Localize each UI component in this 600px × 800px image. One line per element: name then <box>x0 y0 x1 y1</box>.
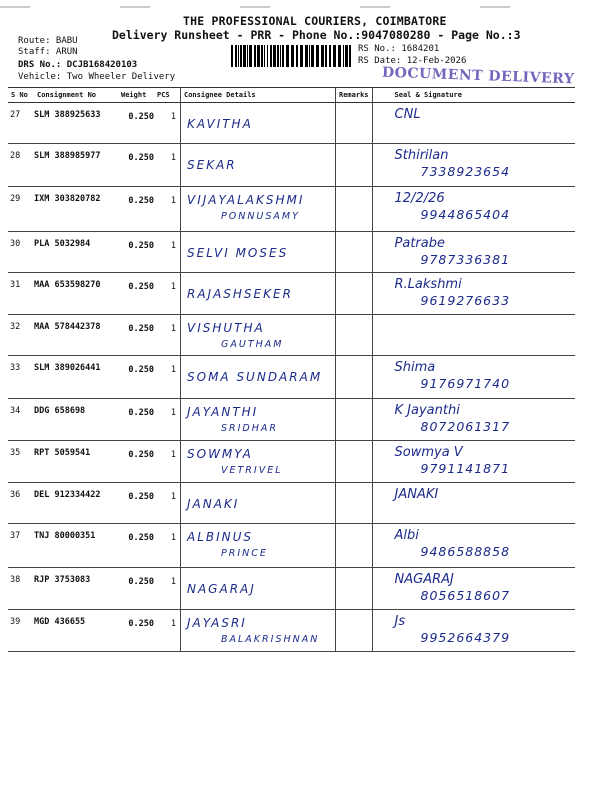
cell-remarks <box>336 610 373 652</box>
cell-pcs: 1 <box>154 483 181 524</box>
receiver-signature: Albi <box>394 528 419 543</box>
cell-pcs: 1 <box>154 232 181 273</box>
vehicle-label: Vehicle: Two Wheeler Delivery <box>18 72 176 82</box>
consignee-name: NAGARAJ <box>187 582 256 596</box>
cell-signature <box>372 524 575 568</box>
cell-sno: 33 <box>8 356 34 399</box>
receiver-signature: Patrabe <box>394 236 445 251</box>
cell-consignment: SLM 388925633 <box>34 103 118 144</box>
cell-pcs: 1 <box>154 103 181 144</box>
cell-pcs: 1 <box>154 187 181 232</box>
staff-label: Staff: ARUN <box>18 47 78 57</box>
cell-signature <box>372 356 575 399</box>
cell-sno: 37 <box>8 524 34 568</box>
cell-sno: 28 <box>8 144 34 187</box>
cell-sno: 30 <box>8 232 34 273</box>
receiver-phone: 8072061317 <box>420 419 511 434</box>
consignee-name: SOMA SUNDARAM <box>187 370 323 384</box>
col-pcs: PCS <box>154 88 181 103</box>
cell-signature <box>372 315 575 356</box>
consignee-name: JAYANTHI <box>187 405 259 419</box>
table-row <box>8 568 575 610</box>
consignee-name-line2: SRIDHAR <box>221 423 278 434</box>
cell-consignment: RPT 5059541 <box>34 441 118 483</box>
cell-signature <box>372 187 575 232</box>
cell-sno: 34 <box>8 399 34 441</box>
cell-weight: 0.250 <box>118 441 154 483</box>
rs-date: RS Date: 12-Feb-2026 <box>358 56 467 66</box>
cell-remarks <box>336 273 373 315</box>
cell-consignee <box>181 232 336 273</box>
table-header-row <box>8 88 575 103</box>
receiver-signature: CNL <box>394 107 421 122</box>
cell-sno: 35 <box>8 441 34 483</box>
table-row <box>8 187 575 232</box>
receiver-signature: Shima <box>394 360 436 375</box>
cell-pcs: 1 <box>154 441 181 483</box>
top-rule <box>0 6 600 8</box>
consignee-name: SELVI MOSES <box>187 246 289 260</box>
receiver-phone: 9486588858 <box>420 544 511 559</box>
cell-signature <box>372 483 575 524</box>
cell-weight: 0.250 <box>118 524 154 568</box>
cell-consignment: IXM 303820782 <box>34 187 118 232</box>
consignee-name-line2: PRINCE <box>221 548 268 559</box>
cell-pcs: 1 <box>154 273 181 315</box>
cell-weight: 0.250 <box>118 610 154 652</box>
cell-sno: 39 <box>8 610 34 652</box>
cell-weight: 0.250 <box>118 356 154 399</box>
cell-consignment: SLM 389026441 <box>34 356 118 399</box>
cell-sno: 29 <box>8 187 34 232</box>
receiver-phone: 8056518607 <box>420 588 511 603</box>
cell-weight: 0.250 <box>118 232 154 273</box>
receiver-phone: 7338923654 <box>420 164 511 179</box>
consignee-name-line2: VETRIVEL <box>221 465 283 476</box>
cell-consignee <box>181 103 336 144</box>
cell-pcs: 1 <box>154 568 181 610</box>
col-consignment: Consignment No <box>34 88 118 103</box>
cell-remarks <box>336 483 373 524</box>
consignee-name: RAJASHSEKER <box>187 287 293 301</box>
cell-consignment: TNJ 80000351 <box>34 524 118 568</box>
cell-signature <box>372 610 575 652</box>
cell-remarks <box>336 144 373 187</box>
col-signature: Seal & Signature <box>372 88 575 103</box>
cell-pcs: 1 <box>154 144 181 187</box>
cell-weight: 0.250 <box>118 144 154 187</box>
cell-consignment: RJP 3753083 <box>34 568 118 610</box>
cell-consignment: MGD 436655 <box>34 610 118 652</box>
cell-weight: 0.250 <box>118 568 154 610</box>
cell-consignee <box>181 524 336 568</box>
cell-consignee <box>181 441 336 483</box>
consignee-name: ALBINUS <box>187 530 254 544</box>
table-row <box>8 441 575 483</box>
cell-sno: 27 <box>8 103 34 144</box>
receiver-signature: JANAKI <box>394 487 439 502</box>
cell-signature <box>372 232 575 273</box>
table-row <box>8 315 575 356</box>
receiver-signature: Sowmya V <box>394 445 463 460</box>
table-row <box>8 103 575 144</box>
cell-signature <box>372 273 575 315</box>
receiver-signature: K Jayanthi <box>394 403 460 418</box>
document-delivery-stamp: DOCUMENT DELIVERY <box>381 64 575 88</box>
cell-sno: 36 <box>8 483 34 524</box>
col-sno: S No <box>8 88 34 103</box>
consignee-name-line2: BALAKRISHNAN <box>221 634 320 645</box>
cell-consignee <box>181 315 336 356</box>
cell-consignment: DDG 658698 <box>34 399 118 441</box>
consignee-name: JANAKI <box>187 497 240 511</box>
cell-signature <box>372 103 575 144</box>
table-row <box>8 273 575 315</box>
receiver-phone: 9176971740 <box>420 376 511 391</box>
col-weight: Weight <box>118 88 154 103</box>
cell-consignment: MAA 578442378 <box>34 315 118 356</box>
cell-consignee <box>181 610 336 652</box>
cell-consignee <box>181 144 336 187</box>
table-row <box>8 232 575 273</box>
consignee-name: KAVITHA <box>187 117 253 131</box>
cell-consignment: SLM 388985977 <box>34 144 118 187</box>
consignee-name: VISHUTHA <box>187 321 265 335</box>
receiver-phone: 9619276633 <box>420 293 511 308</box>
cell-pcs: 1 <box>154 399 181 441</box>
consignee-name: JAYASRI <box>187 616 247 630</box>
col-remarks: Remarks <box>336 88 373 103</box>
cell-sno: 32 <box>8 315 34 356</box>
table-row <box>8 524 575 568</box>
rs-number: RS No.: 1684201 <box>358 44 440 54</box>
cell-remarks <box>336 232 373 273</box>
cell-remarks <box>336 399 373 441</box>
cell-pcs: 1 <box>154 610 181 652</box>
receiver-signature: R.Lakshmi <box>394 277 462 292</box>
consignee-name-line2: PONNUSAMY <box>221 211 300 222</box>
receiver-signature: Sthirilan <box>394 148 449 163</box>
receiver-phone: 9791141871 <box>420 461 511 476</box>
col-consignee: Consignee Details <box>181 88 336 103</box>
cell-consignment: DEL 912334422 <box>34 483 118 524</box>
cell-remarks <box>336 441 373 483</box>
cell-consignee <box>181 483 336 524</box>
cell-weight: 0.250 <box>118 103 154 144</box>
cell-sno: 38 <box>8 568 34 610</box>
cell-consignee <box>181 568 336 610</box>
consignee-name: VIJAYALAKSHMI <box>187 193 305 207</box>
cell-consignee <box>181 187 336 232</box>
cell-weight: 0.250 <box>118 315 154 356</box>
receiver-signature: NAGARAJ <box>394 572 454 587</box>
runsheet-table <box>8 87 575 652</box>
barcode <box>231 45 353 67</box>
consignee-name: SEKAR <box>187 158 237 172</box>
cell-signature <box>372 441 575 483</box>
consignee-name: SOWMYA <box>187 447 253 461</box>
receiver-phone: 9952664379 <box>420 630 511 645</box>
cell-pcs: 1 <box>154 524 181 568</box>
consignee-name-line2: GAUTHAM <box>221 339 284 350</box>
cell-weight: 0.250 <box>118 273 154 315</box>
cell-remarks <box>336 568 373 610</box>
cell-consignment: MAA 653598270 <box>34 273 118 315</box>
cell-signature <box>372 568 575 610</box>
cell-remarks <box>336 524 373 568</box>
cell-consignee <box>181 399 336 441</box>
route-label: Route: BABU <box>18 36 78 46</box>
company-name: THE PROFESSIONAL COURIERS, COIMBATORE <box>183 14 447 28</box>
table-row <box>8 610 575 652</box>
receiver-signature: Js <box>394 614 406 629</box>
receiver-signature: 12/2/26 <box>394 191 445 206</box>
cell-consignee <box>181 356 336 399</box>
cell-consignee <box>181 273 336 315</box>
cell-signature <box>372 399 575 441</box>
table-row <box>8 399 575 441</box>
cell-pcs: 1 <box>154 356 181 399</box>
cell-weight: 0.250 <box>118 399 154 441</box>
cell-signature <box>372 144 575 187</box>
table-row <box>8 144 575 187</box>
cell-sno: 31 <box>8 273 34 315</box>
cell-remarks <box>336 187 373 232</box>
receiver-phone: 9787336381 <box>420 252 511 267</box>
table-row <box>8 483 575 524</box>
drs-number: DRS No.: DCJB168420103 <box>18 60 138 70</box>
runsheet-title: Delivery Runsheet - PRR - Phone No.:9047080280 - Page No.:3 <box>112 28 521 42</box>
cell-remarks <box>336 356 373 399</box>
cell-weight: 0.250 <box>118 187 154 232</box>
table-row <box>8 356 575 399</box>
cell-pcs: 1 <box>154 315 181 356</box>
cell-weight: 0.250 <box>118 483 154 524</box>
cell-consignment: PLA 5032984 <box>34 232 118 273</box>
receiver-phone: 9944865404 <box>420 207 511 222</box>
cell-remarks <box>336 103 373 144</box>
cell-remarks <box>336 315 373 356</box>
